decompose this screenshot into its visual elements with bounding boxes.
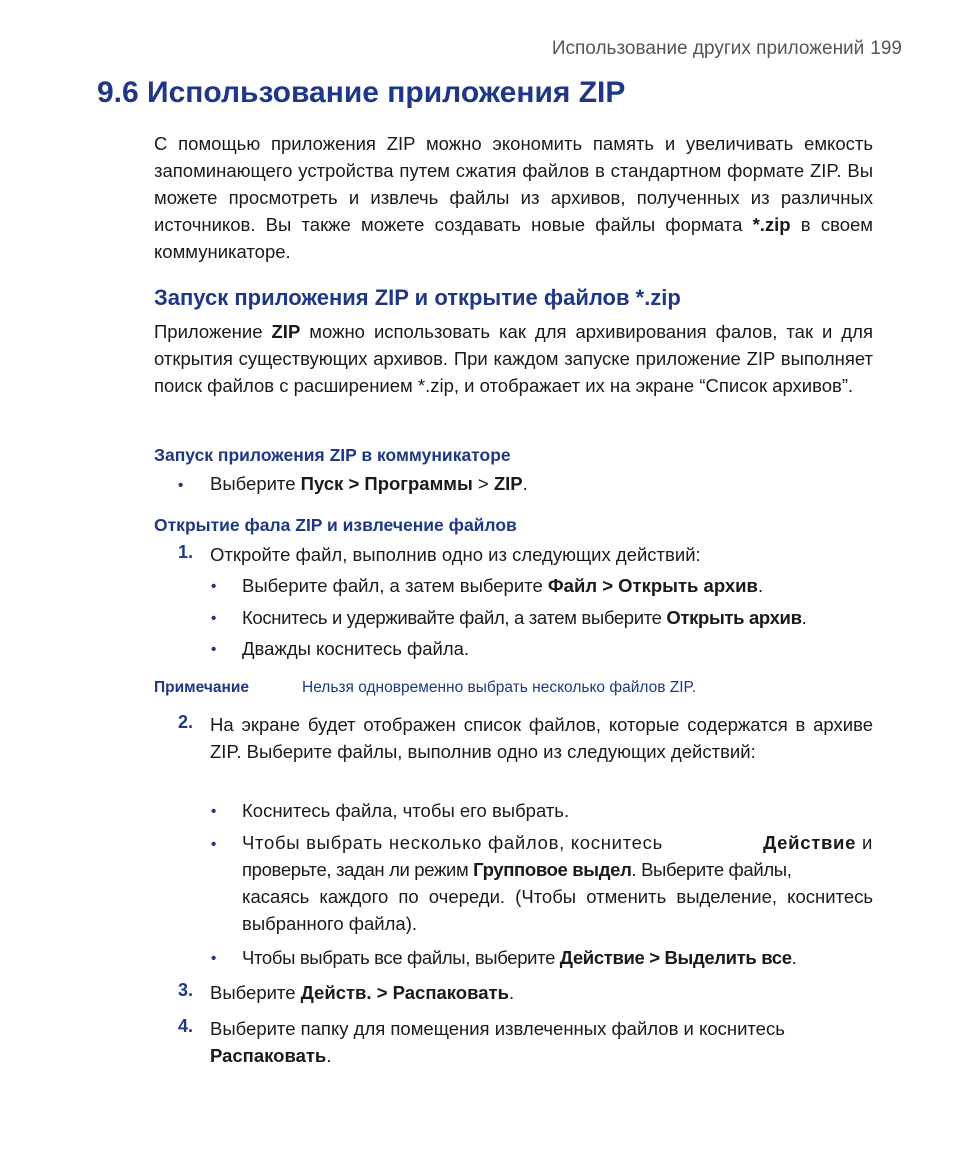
bullet-marker: • [211,836,217,853]
bullet-2-text: Чтобы выбрать несколько файлов, коснитесь [242,832,663,853]
intro-paragraph [154,130,873,265]
bullet-2-bold-action: Действие [763,832,857,853]
bullet-2-text-3: . Выберите файлы, [631,859,792,880]
bullet-marker: • [178,477,184,494]
launch-bullet [178,470,183,499]
step-4-line-1: Выберите папку для помещения извлеченных файлов и коснитесь [210,1018,785,1039]
launch-zip: ZIP [493,473,523,494]
intro-text-end: в своем коммуникаторе. [154,214,873,262]
bullet-marker: • [211,610,217,627]
note-text: Нельзя одновременно выбрать несколько файлов ZIP. [302,679,697,696]
section-bold-zip: ZIP [271,321,301,342]
step-1-number: 1. [178,542,194,562]
section-paragraph [154,318,873,399]
launch-text: Выберите [210,473,301,494]
period: . [326,1045,332,1066]
step-1-bullet-2-text: Коснитесь и удерживайте файл, а затем выберите [242,607,667,628]
bullet-2-bold-mode: Групповое выдел [473,859,632,880]
subheading-open-extract: Открытие фала ZIP и извлечение файлов [154,515,517,535]
launch-separator: > [472,473,494,494]
step-3-bold: Действ. > Распаковать [300,982,509,1003]
running-header [552,38,902,60]
step-2-bullet-2-line-1 [242,829,873,856]
bullet-marker: • [211,950,217,967]
step-1-bullet-3: Дважды коснитесь файла. [242,638,470,659]
step-2-bullet-2-line-2 [242,856,873,883]
bullet-2-and: и [856,832,873,853]
bullet-3-bold: Действие > Выделить все [559,947,792,968]
step-2-text: На экране будет отображен список файлов, которые содержатся в архиве ZIP. Выберите файлы, выполнив одно из следующих действий: [210,714,873,762]
step-3-text [210,979,514,1006]
step-3-lead: Выберите [210,982,301,1003]
step-1-text: Откройте файл, выполнив одно из следующих действий: [210,544,701,565]
bullet-2-text-2: проверьте, задан ли режим [242,859,474,880]
page-number: 199 [870,38,902,59]
bullet-marker: • [211,803,217,820]
bullet-2-action [763,829,873,856]
launch-instruction [210,470,528,497]
launch-menu-path: Пуск > Программы [300,473,473,494]
bullet-3-text: Чтобы выбрать все файлы, выберите [242,947,560,968]
period: . [508,982,515,1003]
section-text: Приложение [154,321,272,342]
period: . [801,607,807,628]
step-4-bold: Распаковать [210,1045,327,1066]
step-4-number: 4. [178,1016,194,1036]
page-title: 9.6 Использование приложения ZIP [97,76,626,109]
bullet-marker: • [211,578,217,595]
step-2-bullet-2 [242,829,873,937]
period: . [757,575,764,596]
step-3-number: 3. [178,980,194,1000]
section-text-end: можно использовать как для архивирования фалов, так и для открытия существующих архивов. При каждом запуске приложение ZIP выполняет поиск файлов с расширением *.zip, и отображает их на экране “Список архивов”. [154,321,873,396]
step-4-text [210,1015,785,1069]
step-1-bullet-1 [242,572,763,599]
launch-period: . [522,473,528,494]
step-2-bullet-3 [242,944,796,971]
step-1-bullet-1-text: Выберите файл, а затем выберите [242,575,548,596]
bullet-marker: • [211,641,217,658]
header-section-title: Использование других приложений [551,38,865,59]
step-2-number: 2. [178,712,194,732]
section-heading: Запуск приложения ZIP и открытие файлов *.zip [154,285,681,310]
step-4-line-2 [210,1042,785,1069]
step-2-bullet-2-rest: касаясь каждого по очереди. (Чтобы отменить выделение, коснитесь выбранного файла). [242,886,873,934]
step-1-bullet-1-bold: Файл > Открыть архив [547,575,758,596]
step-1-bullet-2 [242,604,806,631]
note-label: Примечание [154,679,249,696]
intro-text: С помощью приложения ZIP можно экономить память и увеличивать емкость запоминающего устройства путем сжатия файлов в стандартном формате ZIP. Вы можете просмотреть и извлечь файлы из архивов, полученных из различных источников. Вы также можете создавать новые файлы формата [154,133,873,235]
period: . [791,947,797,968]
step-1-bullet-2-bold: Открыть архив [666,607,802,628]
subheading-launch: Запуск приложения ZIP в коммуникаторе [154,445,511,465]
step-2-bullet-1: Коснитесь файла, чтобы его выбрать. [242,800,570,821]
intro-bold-extension: *.zip [752,214,791,235]
